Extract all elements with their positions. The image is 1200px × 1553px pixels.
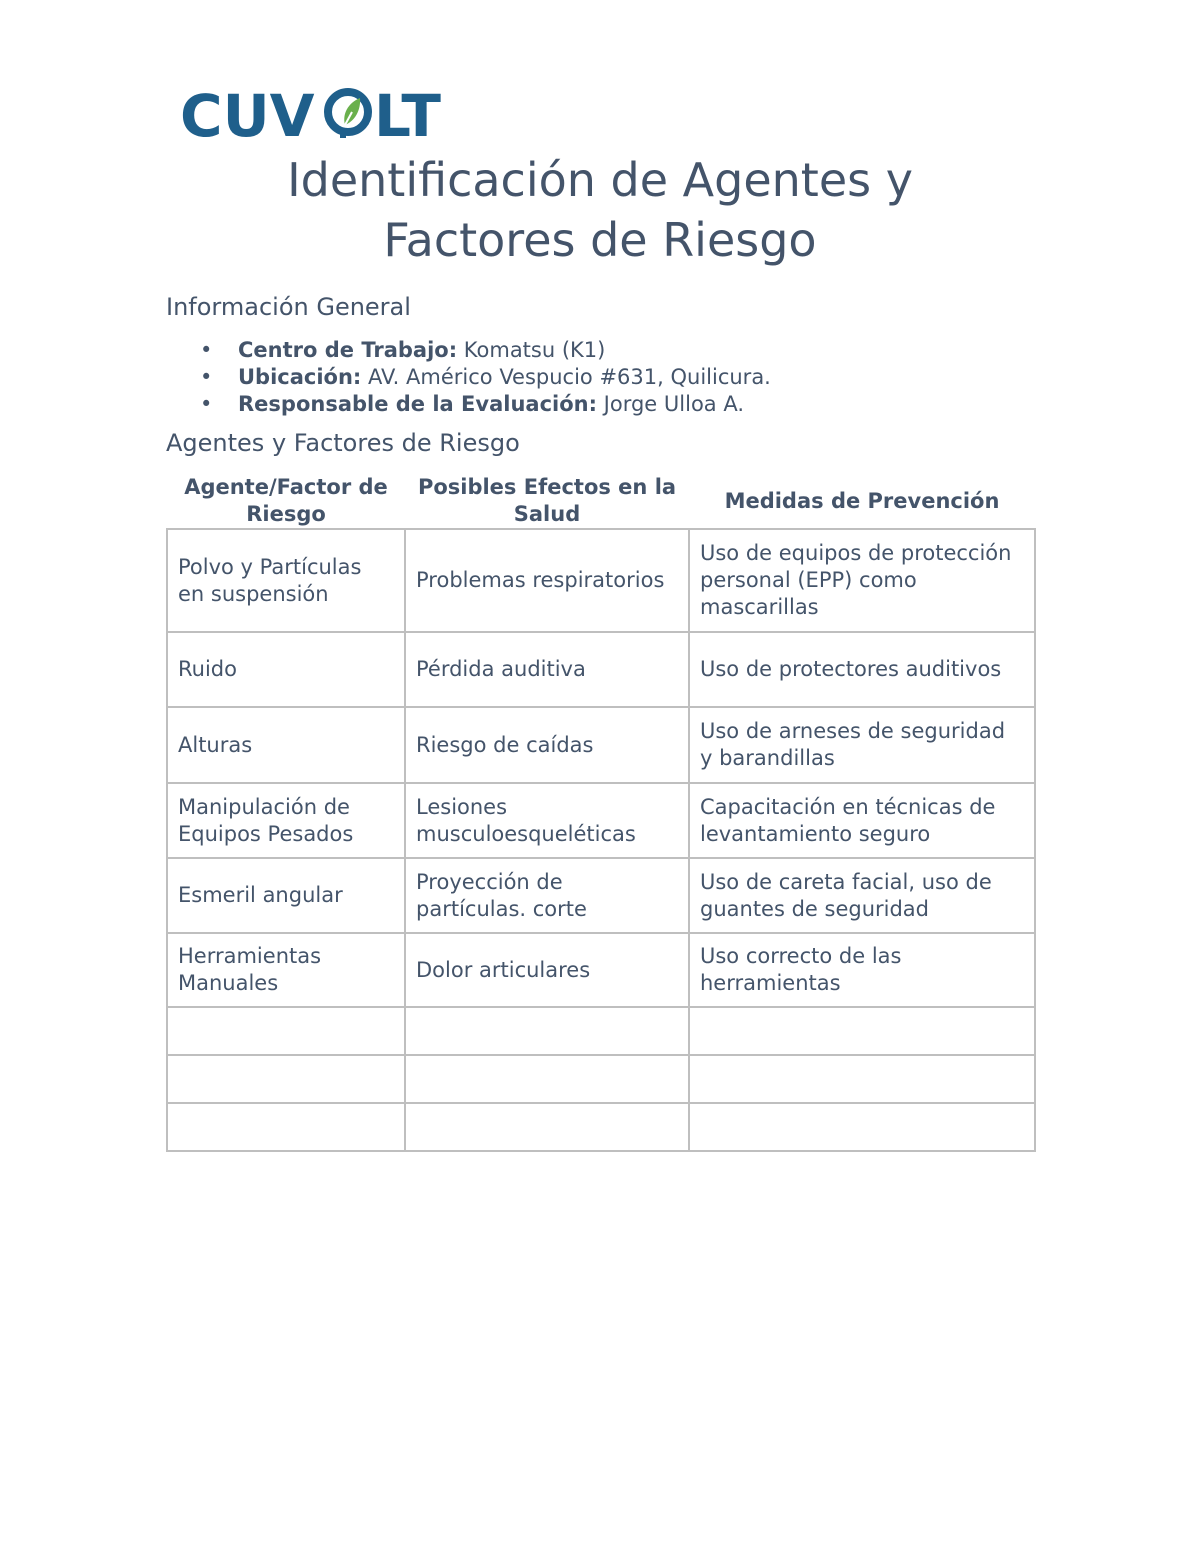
table-cell bbox=[689, 1055, 1035, 1103]
list-item bbox=[166, 337, 771, 364]
table-cell bbox=[405, 1103, 689, 1151]
table-cell: Polvo y Partículas en suspensión bbox=[167, 529, 405, 632]
table-row bbox=[167, 933, 1035, 1007]
table-cell: Uso de protectores auditivos bbox=[689, 632, 1035, 707]
column-header-effects: Posibles Efectos en la Salud bbox=[405, 474, 689, 529]
info-label: Centro de Trabajo: bbox=[238, 338, 458, 362]
general-info-list bbox=[166, 337, 771, 418]
table-cell: Uso correcto de las herramientas bbox=[689, 933, 1035, 1007]
title-line-2: Factores de Riesgo bbox=[383, 213, 817, 267]
bullet-icon: • bbox=[200, 338, 213, 362]
risk-table bbox=[166, 474, 1036, 1152]
table-row bbox=[167, 1007, 1035, 1055]
column-header-agent: Agente/Factor de Riesgo bbox=[167, 474, 405, 529]
table-cell: Dolor articulares bbox=[405, 933, 689, 1007]
table-cell: Riesgo de caídas bbox=[405, 707, 689, 783]
table-cell: Esmeril angular bbox=[167, 858, 405, 933]
list-item bbox=[166, 364, 771, 391]
table-cell: Problemas respiratorios bbox=[405, 529, 689, 632]
table-cell: Proyección de partículas. corte bbox=[405, 858, 689, 933]
table-row bbox=[167, 529, 1035, 632]
table-cell: Uso de careta facial, uso de guantes de seguridad bbox=[689, 858, 1035, 933]
table-cell: Herramientas Manuales bbox=[167, 933, 405, 1007]
general-info-heading: Información General bbox=[166, 293, 411, 321]
info-label: Responsable de la Evaluación: bbox=[238, 392, 597, 416]
table-cell bbox=[689, 1007, 1035, 1055]
leaf-o-icon bbox=[328, 92, 368, 138]
risk-section-heading: Agentes y Factores de Riesgo bbox=[166, 429, 520, 457]
table-cell: Ruido bbox=[167, 632, 405, 707]
bullet-icon: • bbox=[200, 392, 213, 416]
table-cell: Uso de arneses de seguridad y barandillas bbox=[689, 707, 1035, 783]
table-cell: Pérdida auditiva bbox=[405, 632, 689, 707]
info-value: Jorge Ulloa A. bbox=[597, 392, 745, 416]
list-item bbox=[166, 391, 771, 418]
table-header-row bbox=[167, 474, 1035, 529]
info-value: Komatsu (K1) bbox=[457, 338, 606, 362]
title-line-1: Identificación de Agentes y bbox=[287, 153, 913, 207]
info-value: AV. Américo Vespucio #631, Quilicura. bbox=[361, 365, 771, 389]
logo-text-left: CUV bbox=[180, 84, 315, 144]
table-row bbox=[167, 632, 1035, 707]
table-row bbox=[167, 1055, 1035, 1103]
table-row bbox=[167, 783, 1035, 858]
column-header-measures: Medidas de Prevención bbox=[689, 474, 1035, 529]
cuvolt-logo-graphic bbox=[180, 84, 460, 144]
table-row bbox=[167, 707, 1035, 783]
table-row bbox=[167, 858, 1035, 933]
table-row bbox=[167, 1103, 1035, 1151]
table-cell bbox=[167, 1007, 405, 1055]
table-cell: Lesiones musculoesqueléticas bbox=[405, 783, 689, 858]
table-cell: Manipulación de Equipos Pesados bbox=[167, 783, 405, 858]
cuvolt-logo bbox=[180, 84, 460, 144]
table-cell bbox=[405, 1007, 689, 1055]
info-label: Ubicación: bbox=[238, 365, 362, 389]
logo-text-right: LT bbox=[374, 84, 441, 144]
table-cell bbox=[405, 1055, 689, 1103]
table-cell: Uso de equipos de protección personal (EPP) como mascarillas bbox=[689, 529, 1035, 632]
page-title bbox=[0, 150, 1200, 270]
table-cell bbox=[689, 1103, 1035, 1151]
table-cell: Alturas bbox=[167, 707, 405, 783]
bullet-icon: • bbox=[200, 365, 213, 389]
table-cell bbox=[167, 1103, 405, 1151]
table-cell bbox=[167, 1055, 405, 1103]
table-cell: Capacitación en técnicas de levantamiento seguro bbox=[689, 783, 1035, 858]
